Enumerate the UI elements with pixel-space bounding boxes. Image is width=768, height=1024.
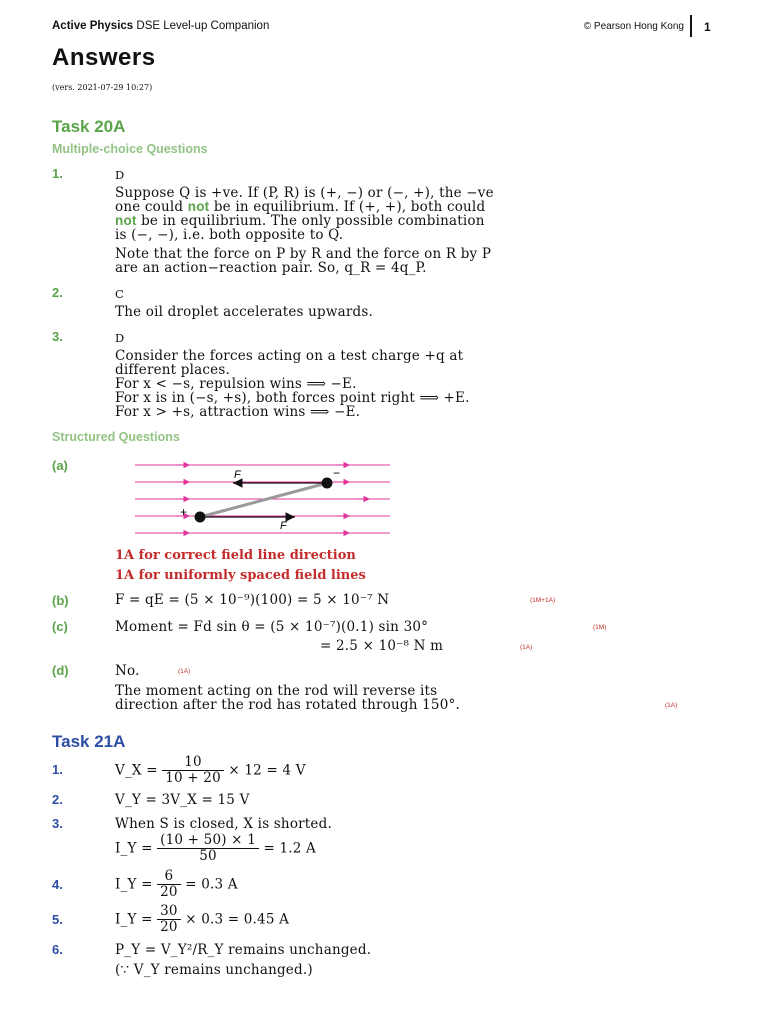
answer-letter: D [115,331,125,345]
task-20a-heading: Task 20A [52,117,126,136]
equation: I_Y = $\frac{(10 + 50) \times 1}{50}$ = 1.2 A [115,832,316,864]
part-label: (c) [52,619,68,634]
mark-tag: (1A) [665,702,678,709]
minus-sign: − [333,466,341,480]
answer-letter: D [115,168,125,182]
question-number: 5. [52,912,63,927]
question-number: 1. [52,166,63,181]
book-title-bold: Active Physics [52,20,134,32]
page-title: Answers [52,44,156,71]
question-number: 2. [52,285,63,300]
mark-tag: (1A) [520,644,533,651]
book-title-rest: DSE Level-up Companion [133,20,270,32]
positive-charge [195,512,206,523]
header-divider [690,15,692,37]
version-stamp: (vers. 2021-07-29 10:27) [52,83,153,92]
question-number: 1. [52,762,63,777]
equation: V_Y = 3V_X = 15 V [115,792,250,808]
text-line: (∵ V_Y remains unchanged.) [115,962,313,978]
equation: = 2.5 × 10⁻⁸ N m [320,638,444,654]
part-label: (b) [52,593,69,608]
mark-tag: (1M) [593,624,607,631]
page-number: 1 [704,20,711,34]
task-21a-heading: Task 21A [52,732,126,751]
book-title [52,20,269,32]
fraction: $\frac{(10 + 50) \times 1}{50}$ [157,833,259,864]
text-line: not be in equilibrium. The only possible combination [115,213,485,229]
question-number: 6. [52,942,63,957]
answer-letter: C [115,287,124,301]
marking-note: 1A for correct field line direction [115,548,356,563]
text-line: different places. [115,362,230,378]
text-line: For x is in (−s, +s), both forces point right ⟹ +E. [115,390,470,406]
equation: I_Y = $\frac{30}{20}$ × 0.3 = 0.45 A [115,903,290,935]
negative-charge [322,478,333,489]
text-line: one could not be in equilibrium. If (+, +), both could [115,199,486,215]
question-number: 2. [52,792,63,807]
text-line: is (−, −), i.e. both opposite to Q. [115,227,344,243]
part-label: (d) [52,663,69,678]
force-label-bottom: F [280,520,287,532]
emphasis-not: not [115,213,137,228]
plus-sign: + [180,505,188,519]
fraction: $\frac{30}{20}$ [157,904,181,935]
part-label: (a) [52,458,68,473]
mark-tag: (1M+1A) [530,597,556,604]
text-line: Suppose Q is +ve. If (P, R) is (+, −) or (−, +), the −ve [115,185,494,201]
text-line: Consider the forces acting on a test charge +q at [115,348,464,364]
equation: I_Y = $\frac{6}{20}$ = 0.3 A [115,868,238,900]
question-number: 3. [52,329,63,344]
mark-tag: (1A) [178,668,191,675]
mc-heading: Multiple-choice Questions [52,142,208,156]
text-line: No. [115,663,140,679]
copyright: © Pearson Hong Kong [583,21,684,32]
marking-note: 1A for uniformly spaced field lines [115,568,366,583]
rod [200,483,327,517]
question-number: 4. [52,877,63,892]
fraction: $\frac{6}{20}$ [157,869,181,900]
equation: Moment = Fd sin θ = (5 × 10⁻⁷)(0.1) sin 30° [115,619,429,635]
text-line: P_Y = V_Y²/R_Y remains unchanged. [115,942,372,958]
field-diagram [130,455,395,545]
text-line: For x < −s, repulsion wins ⟹ −E. [115,376,357,392]
text-line: For x > +s, attraction wins ⟹ −E. [115,404,361,420]
structured-heading: Structured Questions [52,430,180,444]
text-line: The moment acting on the rod will reverse its [115,683,438,699]
equation: V_X = $\frac{10}{10 + 20}$ × 12 = 4 V [115,754,306,786]
text-line: The oil droplet accelerates upwards. [115,304,373,320]
text-line: are an action−reaction pair. So, q_R = 4q_P. [115,260,427,276]
text-line: When S is closed, X is shorted. [115,816,332,832]
text-line: direction after the rod has rotated through 150°. [115,697,460,713]
question-number: 3. [52,816,63,831]
text-line: Note that the force on P by R and the force on R by P [115,246,492,262]
force-label-top: F [234,469,241,481]
emphasis-not: not [187,199,210,214]
equation: F = qE = (5 × 10⁻⁹)(100) = 5 × 10⁻⁷ N [115,592,390,608]
fraction: $\frac{10}{10 + 20}$ [162,755,224,786]
